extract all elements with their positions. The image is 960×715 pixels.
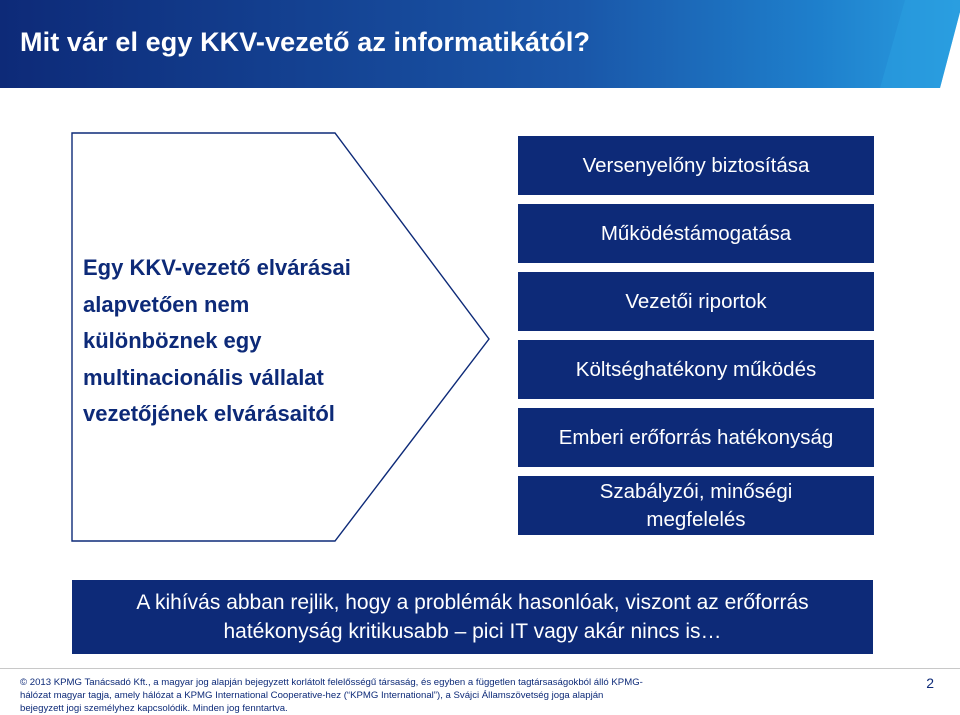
box-label: Működéstámogatása: [600, 221, 792, 245]
left-statement-line: Egy KKV-vezető elvárásai: [83, 255, 351, 280]
footer-line: © 2013 KPMG Tanácsadó Kft., a magyar jog alapján bejegyzett korlátolt felelősségű társaság, és egyben a független tagtársaságokból álló KPMG-: [20, 677, 643, 688]
box-vezetoi-riportok: [518, 272, 874, 331]
left-statement-line: alapvetően nem: [83, 291, 250, 317]
challenge-banner: [72, 580, 873, 654]
box-koltseghatekony: [518, 340, 874, 399]
footer-divider: [0, 668, 960, 669]
box-emberi-eroforras: [518, 408, 874, 467]
left-statement-line: különböznek egy: [83, 328, 262, 353]
box-szabalyzoi: [518, 476, 874, 535]
box-label: Szabályzói, minőségi: [599, 479, 793, 503]
footer-disclaimer: [20, 677, 643, 715]
left-statement-line: multinacionális vállalat: [83, 364, 324, 390]
box-versenyelony: [518, 136, 874, 195]
left-statement-line: vezetőjének elvárásaitól: [83, 401, 335, 426]
box-label: Versenyelőny biztosítása: [582, 153, 810, 177]
challenge-line: A kihívás abban rejlik, hogy a problémák hasonlóak, viszont az erőforrás: [136, 591, 809, 614]
challenge-line: hatékonyság kritikusabb – pici IT vagy akár nincs is…: [223, 620, 722, 643]
box-label: megfelelés: [646, 507, 746, 531]
box-label: Vezetői riportok: [625, 289, 767, 313]
footer-line: bejegyzett jogi személyhez kapcsolódik. Minden jog fenntartva.: [20, 702, 288, 714]
footer-line: hálózat magyar tagja, amely hálózat a KPMG International Cooperative-hez (“KPMG International”), a Svájci Államszövetség joga alapján: [20, 689, 604, 701]
box-label: Emberi erőforrás hatékonyság: [558, 425, 834, 449]
box-mukodestamogatasa: [518, 204, 874, 263]
left-statement: [83, 250, 413, 433]
slide-title: Mit vár el egy KKV-vezető az informatikától?: [20, 27, 591, 57]
page-number: 2: [926, 675, 934, 691]
box-label: Költséghatékony működés: [575, 357, 817, 381]
